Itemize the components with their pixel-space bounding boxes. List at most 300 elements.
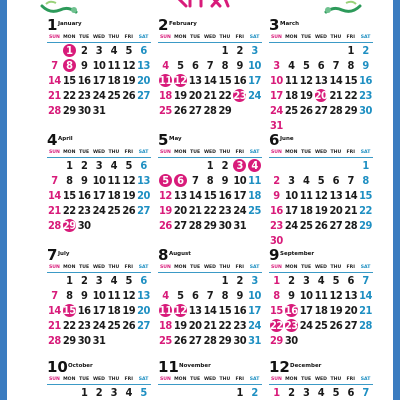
month-header [269, 18, 373, 33]
day-1: 1 [62, 43, 77, 58]
dragon-illustration-left [40, 0, 80, 18]
day-24: 24 [299, 319, 313, 332]
day-30: 30 [359, 104, 372, 117]
day-11: 11 [314, 289, 328, 302]
day-29: 29 [218, 334, 232, 347]
weekday-header-row [158, 263, 262, 273]
empty-cell [284, 43, 299, 58]
day-26: 26 [314, 219, 328, 232]
day-3: 3 [110, 386, 118, 399]
day-20: 20 [314, 89, 328, 102]
day-11: 11 [284, 74, 298, 87]
day-25: 25 [299, 219, 313, 232]
weekday-thu: THU [108, 265, 120, 270]
month-number: 2 [158, 16, 169, 34]
day-17: 17 [248, 74, 261, 87]
day-18: 18 [159, 319, 172, 332]
weekday-wed: WED [314, 377, 327, 382]
weekday-tue: TUE [79, 265, 90, 270]
day-4: 4 [162, 289, 169, 302]
day-24: 24 [284, 219, 298, 232]
weekday-fri: FRI [124, 150, 133, 155]
empty-cell [299, 43, 314, 58]
weekday-sat: SAT [360, 150, 371, 155]
weekday-mon: MON [285, 265, 298, 270]
day-9: 9 [80, 59, 88, 72]
day-17: 17 [299, 304, 313, 317]
day-20: 20 [137, 304, 150, 317]
weekday-mon: MON [174, 265, 187, 270]
day-16: 16 [218, 189, 232, 202]
weekday-header-row [47, 375, 151, 385]
day-28: 28 [203, 334, 217, 347]
day-16: 16 [233, 74, 247, 87]
day-11: 11 [159, 304, 172, 317]
day-23: 23 [77, 204, 91, 217]
weekday-header-row [269, 33, 373, 43]
day-22: 22 [62, 204, 76, 217]
day-24: 24 [248, 89, 261, 102]
weekday-tue: TUE [79, 35, 90, 40]
weekday-sun: SUN [159, 377, 171, 382]
day-10: 10 [92, 174, 106, 187]
empty-cell [188, 273, 203, 288]
day-27: 27 [188, 334, 202, 347]
day-15: 15 [218, 74, 232, 87]
weekday-sat: SAT [138, 265, 149, 270]
day-28: 28 [48, 219, 61, 232]
empty-cell [62, 385, 77, 400]
day-7: 7 [362, 274, 369, 287]
day-29: 29 [62, 334, 76, 347]
weekday-sun: SUN [159, 35, 171, 40]
day-2: 2 [251, 386, 258, 399]
day-8: 8 [62, 58, 77, 73]
day-27: 27 [137, 319, 150, 332]
empty-cell [314, 158, 329, 173]
day-3: 3 [251, 44, 258, 57]
month-august [158, 248, 262, 348]
day-23: 23 [218, 204, 232, 217]
day-22: 22 [203, 204, 217, 217]
weekday-sat: SAT [138, 377, 149, 382]
weekday-wed: WED [314, 35, 327, 40]
weekday-header-row [158, 33, 262, 43]
day-3: 3 [302, 274, 310, 287]
day-27: 27 [344, 319, 358, 332]
day-21: 21 [359, 304, 372, 317]
month-november [158, 360, 262, 400]
empty-cell [158, 385, 173, 400]
day-28: 28 [203, 104, 217, 117]
weekday-header-row [47, 263, 151, 273]
weekday-tue: TUE [190, 377, 201, 382]
day-16: 16 [284, 304, 298, 317]
month-name: October [68, 363, 93, 369]
month-header [47, 360, 151, 375]
month-number: 4 [47, 131, 58, 149]
weekday-thu: THU [108, 35, 120, 40]
day-29: 29 [203, 219, 217, 232]
day-5: 5 [177, 59, 184, 72]
day-27: 27 [173, 219, 187, 232]
month-header [158, 248, 262, 263]
weekday-header-row [269, 263, 373, 273]
day-22: 22 [270, 319, 283, 332]
day-25: 25 [107, 319, 121, 332]
day-6: 6 [173, 173, 188, 188]
day-22: 22 [62, 319, 76, 332]
day-7: 7 [191, 174, 199, 187]
empty-cell [158, 158, 173, 173]
weekday-sun: SUN [48, 35, 60, 40]
day-3: 3 [95, 159, 103, 172]
month-name: November [179, 363, 211, 369]
day-28: 28 [48, 104, 61, 117]
day-18: 18 [107, 74, 121, 87]
day-28: 28 [188, 219, 202, 232]
day-8: 8 [206, 174, 214, 187]
month-header [158, 18, 262, 33]
day-3: 3 [302, 386, 310, 399]
month-number: 1 [47, 16, 58, 34]
day-2: 2 [95, 386, 103, 399]
day-4: 4 [247, 158, 262, 173]
weekday-tue: TUE [79, 150, 90, 155]
month-name: January [58, 21, 82, 27]
day-24: 24 [92, 204, 106, 217]
day-2: 2 [80, 274, 88, 287]
weekday-sun: SUN [270, 150, 282, 155]
day-14: 14 [188, 189, 202, 202]
month-header [269, 360, 373, 375]
weekday-header-row [47, 148, 151, 158]
day-15: 15 [344, 74, 358, 87]
day-15: 15 [62, 74, 76, 87]
day-23: 23 [77, 319, 91, 332]
day-5: 5 [140, 386, 147, 399]
day-19: 19 [159, 204, 172, 217]
month-header [269, 248, 373, 263]
weekday-sat: SAT [249, 377, 260, 382]
day-17: 17 [233, 189, 247, 202]
day-3: 3 [232, 158, 247, 173]
day-1: 1 [66, 274, 73, 287]
day-12: 12 [329, 289, 343, 302]
month-september [269, 248, 373, 348]
day-31: 31 [270, 119, 283, 132]
day-23: 23 [284, 319, 298, 332]
day-23: 23 [77, 89, 91, 102]
day-7: 7 [347, 174, 354, 187]
month-january [47, 18, 151, 118]
weekday-fri: FRI [235, 35, 244, 40]
weekday-header-row [269, 375, 373, 385]
day-6: 6 [347, 386, 354, 399]
day-3: 3 [251, 274, 258, 287]
weekday-fri: FRI [124, 35, 133, 40]
day-30: 30 [270, 234, 283, 247]
empty-cell [299, 158, 314, 173]
day-5: 5 [177, 289, 184, 302]
weekday-mon: MON [174, 377, 187, 382]
empty-cell [203, 385, 218, 400]
day-4: 4 [110, 274, 118, 287]
day-13: 13 [173, 189, 187, 202]
empty-cell [47, 158, 62, 173]
day-26: 26 [122, 319, 136, 332]
weekday-sun: SUN [159, 150, 171, 155]
day-30: 30 [284, 334, 298, 347]
day-9: 9 [80, 174, 88, 187]
month-number: 7 [47, 246, 58, 264]
weekday-header-row [269, 148, 373, 158]
month-december [269, 360, 373, 400]
day-5: 5 [125, 274, 132, 287]
month-number: 6 [269, 131, 280, 149]
day-19: 19 [329, 304, 343, 317]
weekday-sat: SAT [360, 35, 371, 40]
month-may [158, 133, 262, 233]
day-2: 2 [80, 44, 88, 57]
day-16: 16 [77, 304, 91, 317]
day-12: 12 [299, 74, 313, 87]
weekday-mon: MON [285, 35, 298, 40]
day-13: 13 [188, 304, 202, 317]
day-12: 12 [122, 174, 136, 187]
day-18: 18 [107, 189, 121, 202]
weekday-mon: MON [174, 35, 187, 40]
day-29: 29 [218, 104, 232, 117]
month-october [47, 360, 151, 400]
empty-cell [328, 158, 343, 173]
day-16: 16 [270, 204, 283, 217]
day-grid [47, 158, 151, 233]
day-20: 20 [188, 319, 202, 332]
day-18: 18 [314, 304, 328, 317]
month-number: 5 [158, 131, 169, 149]
day-6: 6 [140, 159, 147, 172]
day-7: 7 [332, 59, 340, 72]
day-7: 7 [206, 289, 214, 302]
weekday-header-row [47, 33, 151, 43]
day-31: 31 [92, 104, 106, 117]
day-12: 12 [314, 189, 328, 202]
month-name: August [169, 251, 191, 257]
weekday-fri: FRI [235, 150, 244, 155]
day-4: 4 [125, 386, 132, 399]
day-24: 24 [92, 319, 106, 332]
day-17: 17 [92, 304, 106, 317]
day-27: 27 [329, 219, 343, 232]
weekday-wed: WED [92, 377, 105, 382]
day-26: 26 [329, 319, 343, 332]
day-17: 17 [92, 74, 106, 87]
day-5: 5 [302, 59, 310, 72]
day-29: 29 [62, 104, 76, 117]
day-15: 15 [218, 304, 232, 317]
day-30: 30 [77, 104, 91, 117]
weekday-wed: WED [92, 35, 105, 40]
empty-cell [284, 158, 299, 173]
day-5: 5 [158, 173, 173, 188]
weekday-thu: THU [219, 377, 231, 382]
month-name: December [290, 363, 322, 369]
day-16: 16 [77, 189, 91, 202]
day-8: 8 [221, 59, 229, 72]
weekday-mon: MON [174, 150, 187, 155]
weekday-tue: TUE [190, 265, 201, 270]
day-26: 26 [122, 89, 136, 102]
day-16: 16 [233, 304, 247, 317]
day-4: 4 [317, 274, 325, 287]
day-29: 29 [359, 219, 372, 232]
weekday-fri: FRI [124, 377, 133, 382]
day-11: 11 [159, 74, 172, 87]
weekday-mon: MON [63, 265, 76, 270]
weekday-sat: SAT [249, 150, 260, 155]
day-28: 28 [48, 334, 61, 347]
day-8: 8 [221, 289, 229, 302]
day-5: 5 [125, 159, 132, 172]
month-name: May [169, 136, 182, 142]
day-14: 14 [48, 189, 61, 202]
day-29: 29 [270, 334, 283, 347]
day-13: 13 [329, 189, 343, 202]
day-12: 12 [122, 59, 136, 72]
empty-cell [328, 43, 343, 58]
day-1: 1 [206, 159, 214, 172]
weekday-wed: WED [203, 377, 216, 382]
day-20: 20 [137, 74, 150, 87]
day-10: 10 [248, 59, 261, 72]
day-18: 18 [159, 89, 172, 102]
day-25: 25 [107, 204, 121, 217]
day-6: 6 [332, 174, 340, 187]
day-31: 31 [248, 334, 261, 347]
day-19: 19 [173, 319, 187, 332]
day-6: 6 [191, 59, 199, 72]
day-1: 1 [221, 274, 229, 287]
weekday-wed: WED [203, 265, 216, 270]
month-april [47, 133, 151, 233]
day-13: 13 [314, 74, 328, 87]
day-20: 20 [137, 189, 150, 202]
day-21: 21 [48, 89, 61, 102]
day-27: 27 [137, 204, 150, 217]
month-name: June [280, 136, 294, 142]
day-grid [269, 158, 373, 248]
day-8: 8 [362, 174, 369, 187]
weekday-sun: SUN [48, 265, 60, 270]
weekday-header-row [158, 148, 262, 158]
weekday-mon: MON [63, 150, 76, 155]
month-name: September [280, 251, 315, 257]
day-11: 11 [299, 189, 313, 202]
day-15: 15 [359, 189, 372, 202]
title-fragment [176, 0, 230, 8]
day-9: 9 [362, 59, 369, 72]
weekday-sat: SAT [249, 265, 260, 270]
day-25: 25 [248, 204, 261, 217]
day-31: 31 [233, 219, 247, 232]
month-number: 8 [158, 246, 169, 264]
day-13: 13 [188, 74, 202, 87]
weekday-thu: THU [219, 265, 231, 270]
day-9: 9 [236, 289, 243, 302]
weekday-wed: WED [203, 150, 216, 155]
day-1: 1 [80, 386, 88, 399]
day-7: 7 [51, 289, 58, 302]
weekday-fri: FRI [124, 265, 133, 270]
day-1: 1 [273, 274, 280, 287]
month-number: 3 [269, 16, 280, 34]
day-22: 22 [359, 204, 372, 217]
empty-cell [343, 158, 358, 173]
day-6: 6 [317, 59, 325, 72]
day-5: 5 [332, 274, 340, 287]
weekday-fri: FRI [346, 377, 355, 382]
day-30: 30 [218, 219, 232, 232]
day-24: 24 [248, 319, 261, 332]
day-10: 10 [284, 189, 298, 202]
day-17: 17 [92, 189, 106, 202]
day-30: 30 [233, 334, 247, 347]
day-1: 1 [236, 386, 243, 399]
day-8: 8 [273, 289, 280, 302]
day-21: 21 [188, 204, 202, 217]
day-10: 10 [248, 289, 261, 302]
weekday-fri: FRI [346, 265, 355, 270]
weekday-header-row [158, 375, 262, 385]
empty-cell [173, 43, 188, 58]
day-19: 19 [314, 204, 328, 217]
weekday-thu: THU [108, 377, 120, 382]
day-14: 14 [48, 304, 61, 317]
weekday-thu: THU [219, 150, 231, 155]
day-10: 10 [233, 174, 247, 187]
day-12: 12 [173, 304, 187, 317]
month-february [158, 18, 262, 118]
day-28: 28 [359, 319, 372, 332]
weekday-wed: WED [314, 265, 327, 270]
day-2: 2 [273, 174, 280, 187]
day-25: 25 [107, 89, 121, 102]
day-26: 26 [122, 204, 136, 217]
empty-cell [269, 43, 284, 58]
day-18: 18 [299, 204, 313, 217]
day-1: 1 [362, 159, 369, 172]
day-22: 22 [218, 89, 232, 102]
empty-cell [314, 43, 329, 58]
day-3: 3 [273, 59, 280, 72]
day-30: 30 [77, 334, 91, 347]
day-18: 18 [248, 189, 261, 202]
day-11: 11 [248, 174, 261, 187]
weekday-wed: WED [92, 150, 105, 155]
month-number: 9 [269, 246, 280, 264]
day-21: 21 [203, 89, 217, 102]
day-18: 18 [284, 89, 298, 102]
weekday-tue: TUE [301, 265, 312, 270]
month-name: March [280, 21, 300, 27]
day-6: 6 [347, 274, 354, 287]
day-21: 21 [48, 204, 61, 217]
day-15: 15 [62, 189, 76, 202]
weekday-sun: SUN [270, 35, 282, 40]
month-june [269, 133, 373, 248]
day-2: 2 [362, 44, 369, 57]
